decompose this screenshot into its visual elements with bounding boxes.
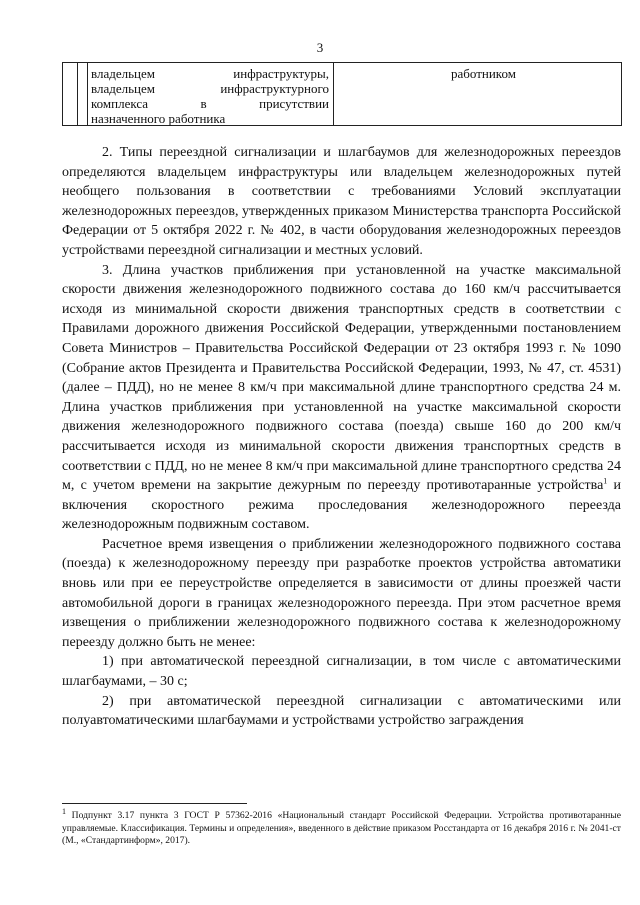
list-item-1: 1) при автоматической переездной сигнализации, в том числе с автоматическими шлагбаумами, – 30 с;: [62, 654, 621, 690]
paragraph-3-tail: и включения скоростного режима проследования железнодорожного переезда железнодорожным подвижным составом.: [62, 478, 621, 533]
table-fragment: [62, 62, 622, 126]
list-item-2: 2) при автоматической переездной сигнализации с автоматическими или полуавтоматическими шлагбаумами и устройствами устройство заграждения: [62, 693, 621, 729]
paragraph-notice-time: Расчетное время извещения о приближении железнодорожного подвижного состава (поезда) к железнодорожному переезду при разработке проектов устройства автоматики вновь или при ее переустройстве определяется в зависимости от длины проезжей части автомобильной дороги в границах железнодорожного переезда. При этом расчетное время извещения о приближении железнодорожного подвижного состава к железнодорожному переезду должно быть не менее:: [62, 536, 621, 650]
document-body: [62, 143, 621, 731]
table-cell-line: владельцем инфраструктуры,: [91, 66, 329, 81]
page-number: 3: [316, 40, 324, 55]
table-cell-line: комплекса в присутствии: [91, 96, 329, 111]
table-column-divider: [63, 63, 78, 125]
footnote: [62, 806, 621, 848]
footnote-ref: 1: [603, 476, 608, 486]
footnote-text: Подпункт 3.17 пункта 3 ГОСТ Р 57362-2016 «Национальный стандарт Российской Федерации. Устройства противотаранные управляемые. Классификация. Термины и определения», введенного в действие приказом Росстандарта от 16 декабря 2016 г. № 2041-ст (М., «Стандартинформ», 2017).: [62, 810, 621, 847]
paragraph-2: 2. Типы переездной сигнализации и шлагбаумов для железнодорожных переездов определяются владельцем инфраструктуры или владельцем железнодорожных путей необщего пользования в соответствии с требованиями Условий эксплуатации железнодорожных переездов, утвержденных приказом Министерства транспорта Российской Федерации от 5 октября 2022 г. № 402, в части оборудования железнодорожных переездов устройствами переездной сигнализации и местных условий.: [62, 145, 621, 258]
table-cell-right: работником: [451, 66, 516, 81]
footnote-marker: 1: [62, 806, 66, 816]
table-cell-responsible: [91, 66, 329, 126]
paragraph-3: [62, 261, 621, 535]
footnote-divider: [62, 803, 247, 804]
table-cell-line: назначенного работника: [91, 111, 226, 126]
table-cell-line: владельцем инфраструктурного: [91, 81, 329, 96]
paragraph-3-text: 3. Длина участков приближения при установленной на участке максимальной скорости движения железнодорожного подвижного состава до 160 км/ч рассчитывается исходя из минимальной скорости движения транспортных средств в соответствии с Правилами дорожного движения Российской Федерации, утвержденными постановлением Совета Министров – Правительства Российской Федерации от 23 октября 1993 г. № 1090 (Собрание актов Президента и Правительства Российской Федерации, 1993, № 47, ст. 4531) (далее – ПДД), но не менее 8 км/ч при максимальной длине транспортного средства 24 м. Длина участков приближения при установленной на участке максимальной скорости движения железнодорожного подвижного состава (поезда) свыше 160 до 200 км/ч рассчитывается исходя из минимальной скорости движения транспортных средств в соответствии с ПДД, но не менее 8 км/ч при максимальной длине транспортного средства 24 м, с учетом времени на закрытие дежурным по переезду противотаранные устройства: [62, 262, 621, 494]
